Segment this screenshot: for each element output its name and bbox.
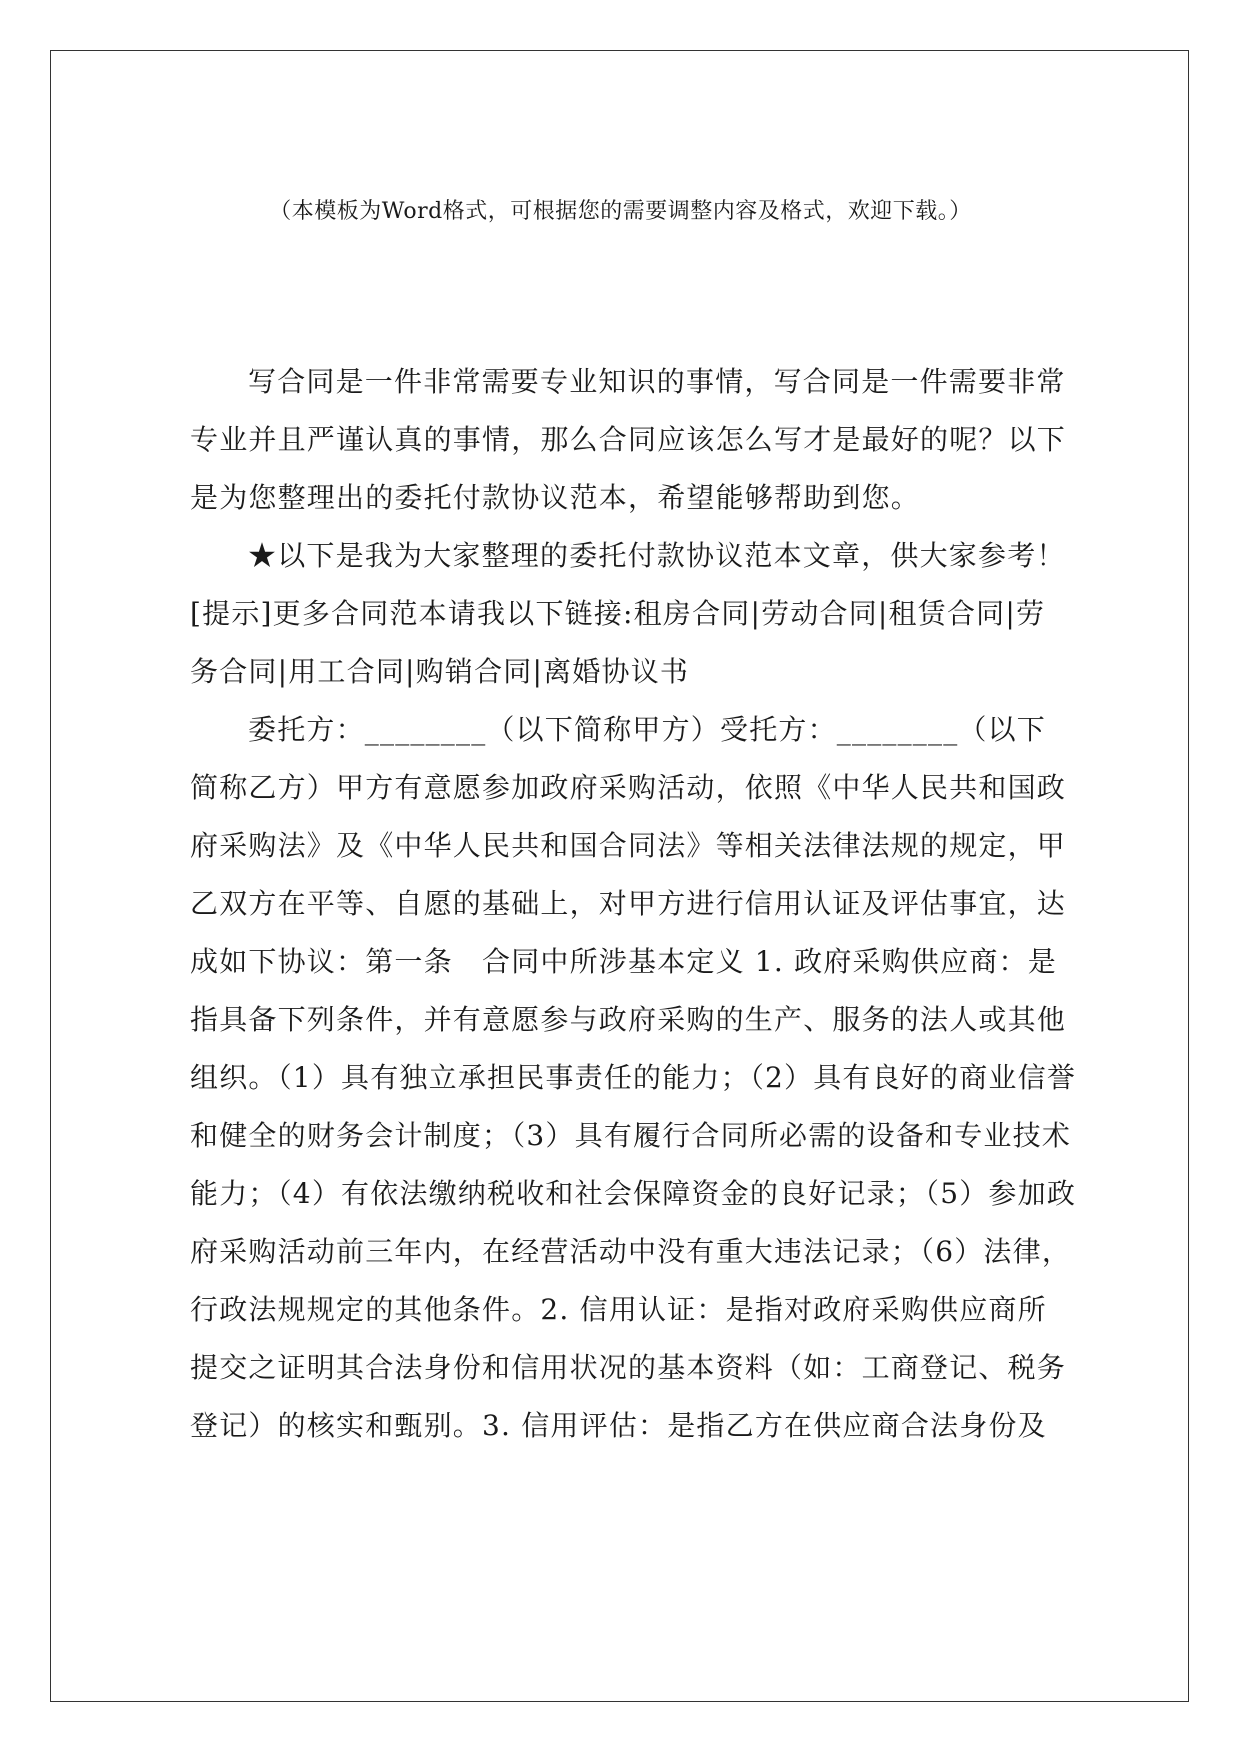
paragraph-line: 登记）的核实和甄别。3. 信用评估：是指乙方在供应商合法身份及 [190, 1409, 1047, 1442]
paragraph-line: 府采购活动前三年内，在经营活动中没有重大违法记录；（6）法律， [190, 1235, 1072, 1268]
paragraph-line: 务合同|用工合同|购销合同|离婚协议书 [190, 655, 690, 688]
paragraph-line: 行政法规规定的其他条件。2. 信用认证：是指对政府采购供应商所 [190, 1293, 1047, 1326]
paragraph-line: [提示]更多合同范本请我以下链接:租房合同|劳动合同|租赁合同|劳 [190, 597, 1046, 630]
paragraph-line: 能力；（4）有依法缴纳税收和社会保障资金的良好记录；（5）参加政 [190, 1177, 1077, 1210]
paragraph-line: 和健全的财务会计制度；（3）具有履行合同所必需的设备和专业技术 [190, 1119, 1072, 1152]
paragraph-line: 专业并且严谨认真的事情，那么合同应该怎么写才是最好的呢？以下 [190, 423, 1067, 456]
paragraph-line: 府采购法》及《中华人民共和国合同法》等相关法律法规的规定，甲 [190, 829, 1067, 862]
paragraph-line: 提交之证明其合法身份和信用状况的基本资料（如：工商登记、税务 [190, 1351, 1067, 1384]
paragraph-line: 指具备下列条件，并有意愿参与政府采购的生产、服务的法人或其他 [190, 1003, 1067, 1036]
paragraph-line: 写合同是一件非常需要专业知识的事情，写合同是一件需要非常 [248, 365, 1066, 398]
page-border [50, 50, 1189, 1702]
paragraph-line: 委托方：________（以下简称甲方）受托方：________（以下 [248, 713, 1047, 746]
paragraph-line: 是为您整理出的委托付款协议范本，希望能够帮助到您。 [190, 481, 921, 514]
template-note: （本模板为Word格式，可根据您的需要调整内容及格式，欢迎下载。） [269, 199, 972, 224]
paragraph-line: ★以下是我为大家整理的委托付款协议范本文章，供大家参考！ [248, 539, 1066, 572]
paragraph-line: 乙双方在平等、自愿的基础上，对甲方进行信用认证及评估事宜，达 [190, 887, 1067, 920]
paragraph-line: 简称乙方）甲方有意愿参加政府采购活动，依照《中华人民共和国政 [190, 771, 1067, 804]
paragraph-line: 组织。（1）具有独立承担民事责任的能力；（2）具有良好的商业信誉 [190, 1061, 1077, 1094]
paragraph-line: 成如下协议：第一条 合同中所涉基本定义 1. 政府采购供应商：是 [190, 945, 1057, 978]
